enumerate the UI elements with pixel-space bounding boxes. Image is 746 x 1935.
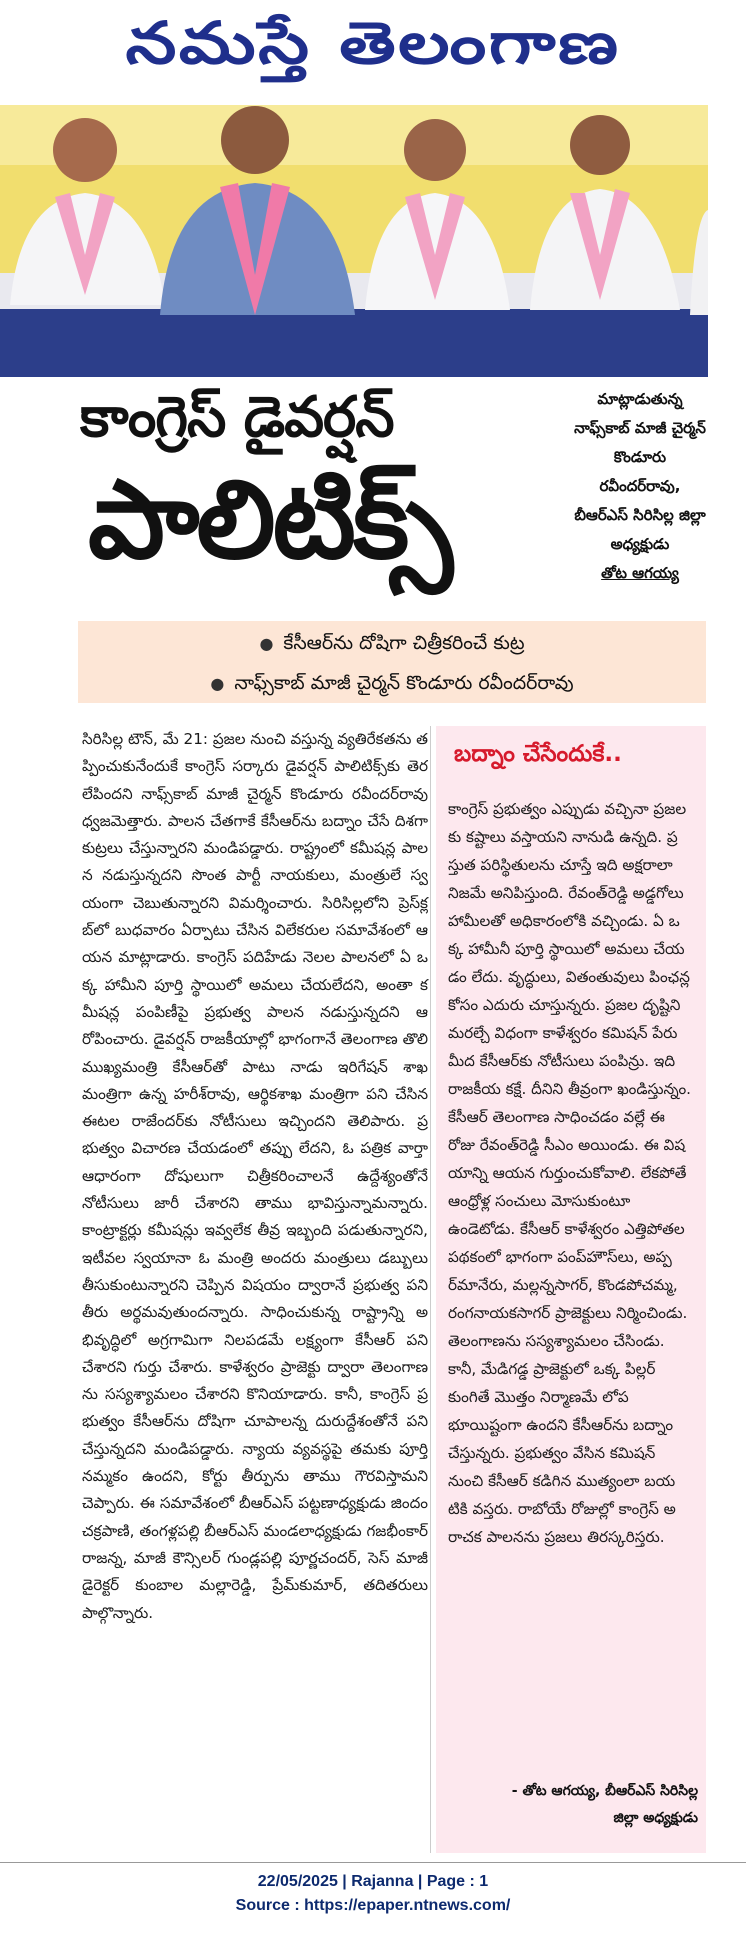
sidebar-signature	[448, 1778, 698, 1832]
press-meet-photo-illustration	[0, 105, 708, 377]
headline	[80, 385, 550, 595]
headline-line-1: కాంగ్రెస్ డైవర్షన్	[80, 385, 394, 450]
newspaper-title: నమస్తే తెలంగాణ	[125, 8, 621, 77]
footer-divider	[0, 1862, 746, 1863]
bullet-icon: ●	[259, 634, 274, 653]
signature-line: - తోట ఆగయ్య, బీఆర్ఎస్ సిరిసిల్ల	[511, 1783, 698, 1799]
highlights-box	[78, 621, 706, 703]
source-link[interactable]: Source : https://epaper.ntnews.com/	[235, 1897, 511, 1914]
highlight-text: నాఫ్స్‌కాబ్ మాజీ చైర్మన్ కొండూరు రవీందర్‌రావు	[234, 672, 574, 694]
signature-line: జిల్లా అధ్యక్షుడు	[613, 1810, 698, 1826]
caption-line: కొండూరు	[613, 448, 667, 466]
sidebar-title: బద్నాం చేసేందుకే..	[454, 741, 622, 767]
headline-line-2: పాలిటిక్స్	[88, 458, 451, 583]
bullet-icon: ●	[210, 674, 225, 693]
footer	[0, 1870, 746, 1918]
column-divider	[430, 726, 431, 1853]
masthead	[0, 0, 746, 100]
sidebar-quote-box	[436, 726, 706, 1853]
edition-info: 22/05/2025 | Rajanna | Page : 1	[257, 1873, 489, 1890]
caption-line: తోట ఆగయ్య	[601, 564, 679, 582]
caption-line: బీఆర్ఎస్ సిరిసిల్ల జిల్లా	[574, 506, 706, 524]
press-meet-photo	[0, 105, 708, 377]
caption-line: రవీందర్‌రావు,	[599, 477, 681, 495]
highlight-item	[78, 625, 706, 661]
article-body: సిరిసిల్ల టౌన్, మే 21: ప్రజల నుంచి వస్తున్న వ్యతిరేకతను తప్పించుకునేందుకే కాంగ్రెస్ సర్కారు డైవర్షన్ పాలిటిక్స్‌కు తెరలేపిందని నాఫ్స్‌కాబ్ మాజీ చైర్మన్ కొండూరు రవీందర్‌రావు ధ్వజమెత్తారు. పాలన చేతగాకే కేసీఆర్‌ను బద్నాం చేసే దిశగా కుట్రలు చేస్తున్నారని మండిపడ్డారు. రాష్ట్రంలో కమీషన్ల పాలన నడుస్తున్నదని సొంత పార్టీ నాయకులు, మంత్రులే స్వయంగా చెబుతున్నారని విమర్శించారు. సిరిసిల్లలోని ప్రెస్‌క్లబ్‌లో బుధవారం ఏర్పాటు చేసిన విలేకరుల సమావేశంలో ఆయన మాట్లాడారు. కాంగ్రెస్ పదిహేడు నెలల పాలనలో ఏ ఒక్క హామీని పూర్తి స్థాయిలో అమలు చేయలేదని, అంతా కమీషన్ల పంపిణీపై ప్రభుత్వ పాలన నడుస్తున్నదని ఆరోపించారు. డైవర్షన్ రాజకీయాల్లో భాగంగానే తెలంగాణ తొలి ముఖ్యమంత్రి కేసీఆర్‌తో పాటు నాడు ఇరిగేషన్ శాఖ మంత్రిగా ఉన్న హరీశ్‌రావు, ఆర్థికశాఖ మంత్రిగా పని చేసిన ఈటల రాజేందర్‌కు నోటీసులు ఇచ్చిందని తెలిపారు. ప్రభుత్వం విచారణ చేయడంలో తప్పు లేదని, ఓ పత్రిక వార్తా ఆధారంగా దోషులుగా చిత్రీకరించాలనే ఉద్దేశ్యంతోనే నోటీసులు జారీ చేశారని తాము భావిస్తున్నామన్నారు. కాంట్రాక్టర్లు కమీషన్లు ఇవ్వలేక తీవ్ర ఇబ్బంది పడుతున్నారని, ఇటీవల స్వయానా ఓ మంత్రి అందరు మంత్రులు డబ్బులు తీసుకుంటున్నారని చెప్పిన విషయం ద్వారానే ప్రభుత్వ పని తీరు అర్థమవుతుందన్నారు. సాధించుకున్న రాష్ట్రాన్ని అభివృద్ధిలో అగ్రగామిగా నిలపడమే లక్ష్యంగా కేసీఆర్ పని చేశారని గుర్తు చేశారు. కాళేశ్వరం ప్రాజెక్టు ద్వారా తెలంగాణను సస్యశ్యామలం చేశారని కొనియాడారు. కానీ, కాంగ్రెస్ ప్రభుత్వం కేసీఆర్‌ను దోషిగా చూపాలన్న దురుద్దేశంతోనే పని చేస్తున్నదని మండిపడ్డారు. న్యాయ వ్యవస్థపై తమకు పూర్తి నమ్మకం ఉందని, కోర్టు తీర్పును తాము గౌరవిస్తామని చెప్పారు. ఈ సమావేశంలో బీఆర్ఎస్ పట్టణాధ్యక్షుడు జిందం చక్రపాణి, తంగళ్లపల్లి బీఆర్ఎస్ మండలాధ్యక్షుడు గజభీంకార్ రాజన్న, మాజీ కౌన్సిలర్ గుండ్లపల్లి పూర్ణచందర్, సెస్ మాజీ డైరెక్టర్ కుంబాల మల్లారెడ్డి, ప్రేమ్‌కుమార్, తదితరులు పాల్గొన్నారు.	[82, 730, 428, 1622]
highlight-text: కేసీఆర్‌ను దోషిగా చిత్రీకరించే కుట్ర	[283, 632, 525, 654]
caption-line: నాఫ్స్‌కాబ్ మాజీ చైర్మన్	[574, 419, 706, 437]
highlight-item	[78, 665, 706, 701]
sidebar-body: కాంగ్రెస్ ప్రభుత్వం ఎప్పుడు వచ్చినా ప్రజలకు కష్టాలు వస్తాయని నానుడి ఉన్నది. ప్రస్తుత పరిస్థితులను చూస్తే ఇది అక్షరాలా నిజమే అనిపిస్తుంది. రేవంత్‌రెడ్డి అడ్డగోలు హామీలతో అధికారంలోకి వచ్చిండు. ఏ ఒక్క హామీనీ పూర్తి స్థాయిలో అమలు చేయడం లేదు. వృద్ధులు, వితంతువులు పింఛన్ల కోసం ఎదురు చూస్తున్నరు. ప్రజల దృష్టిని మరల్చే విధంగా కాళేశ్వరం కమిషన్ పేరు మీద కేసీఆర్‌కు నోటీసులు పంపిన్రు. ఇది రాజకీయ కక్షే. దీనిని తీవ్రంగా ఖండిస్తున్నం. కేసీఆర్ తెలంగాణ సాధించడం వల్లే ఈ రోజు రేవంత్‌రెడ్డి సీఎం అయిండు. ఈ విషయాన్ని ఆయన గుర్తుంచుకోవాలి. లేకపోతే ఆంధ్రోళ్ల సంచులు మోసుకుంటూ ఉండెటోడు. కేసీఆర్ కాళేశ్వరం ఎత్తిపోతల పథకంలో భాగంగా పంప్‌హౌస్‌లు, అప్పర్‌మానేరు, మల్లన్నసాగర్, కొండపోచమ్మ, రంగనాయకసాగర్ ప్రాజెక్టులు నిర్మించిండు. తెలంగాణను సస్యశ్యామలం చేసిండు. కానీ, మేడిగడ్డ ప్రాజెక్టులో ఒక్క పిల్లర్ కుంగితే మొత్తం నిర్మాణమే లోపభూయిష్టంగా ఉందని కేసీఆర్‌ను బద్నాం చేస్తున్నరు. ప్రభుత్వం వేసిన కమిషన్ నుంచి కేసీఆర్ కడిగిన ముత్యంలా బయటికి వస్తరు. రాబోయే రోజుల్లో కాంగ్రెస్ అరాచక పాలనను ప్రజలు తిరస్కరిస్తరు.	[448, 800, 691, 1546]
photo-caption	[555, 385, 725, 588]
caption-line: మాట్లాడుతున్న	[597, 390, 683, 408]
caption-line: అధ్యక్షుడు	[610, 535, 670, 553]
